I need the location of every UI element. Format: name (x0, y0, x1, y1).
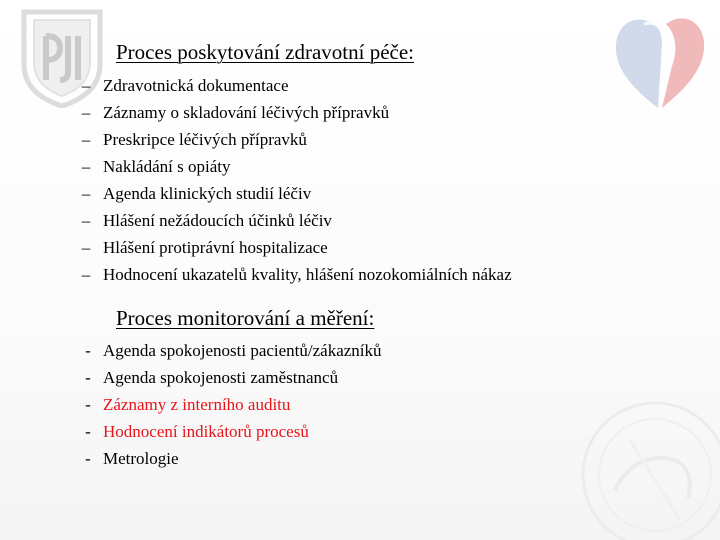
list-item (0, 72, 640, 99)
list-item (0, 445, 640, 472)
list-item-text: Metrologie (103, 449, 179, 468)
list-item-text: Agenda spokojenosti zaměstnanců (103, 368, 339, 387)
list-item-text: Agenda klinických studií léčiv (103, 184, 312, 203)
bullet-dash: - (85, 395, 91, 414)
list-item-text: Agenda spokojenosti pacientů/zákazníků (103, 341, 382, 360)
list-item (0, 364, 640, 391)
section1-list (0, 72, 640, 288)
bullet-dash: – (81, 130, 91, 149)
bullet-dash: - (85, 368, 91, 387)
list-item (0, 153, 640, 180)
list-item-text: Preskripce léčivých přípravků (103, 130, 307, 149)
list-item (0, 337, 640, 364)
list-item (0, 99, 640, 126)
section2-title: Proces monitorování a měření: (116, 306, 375, 330)
list-item-text: Nakládání s opiáty (103, 157, 231, 176)
list-item-text: Hodnocení indikátorů procesů (103, 422, 309, 441)
section2-list (0, 337, 640, 472)
list-item (0, 391, 640, 418)
section1-title: Proces poskytování zdravotní péče: (116, 40, 414, 64)
bullet-dash: – (81, 184, 91, 203)
bullet-dash: – (81, 157, 91, 176)
list-item (0, 261, 640, 288)
list-item (0, 418, 640, 445)
list-item-text: Záznamy o skladování léčivých přípravků (103, 103, 390, 122)
bullet-dash: – (81, 211, 91, 230)
bullet-dash: – (81, 76, 91, 95)
list-item-text: Záznamy z interního auditu (103, 395, 291, 414)
bullet-dash: - (85, 422, 91, 441)
list-item-text: Zdravotnická dokumentace (103, 76, 289, 95)
list-item (0, 126, 640, 153)
bullet-dash: - (85, 341, 91, 360)
list-item-text: Hlášení protiprávní hospitalizace (103, 238, 328, 257)
list-item (0, 234, 640, 261)
list-item-text: Hodnocení ukazatelů kvality, hlášení nozokomiálních nákaz (103, 265, 512, 284)
bullet-dash: – (81, 238, 91, 257)
bullet-dash: – (81, 103, 91, 122)
list-item (0, 180, 640, 207)
list-item-text: Hlášení nežádoucích účinků léčiv (103, 211, 332, 230)
list-item (0, 207, 640, 234)
bullet-dash: - (85, 449, 91, 468)
bullet-dash: – (81, 265, 91, 284)
